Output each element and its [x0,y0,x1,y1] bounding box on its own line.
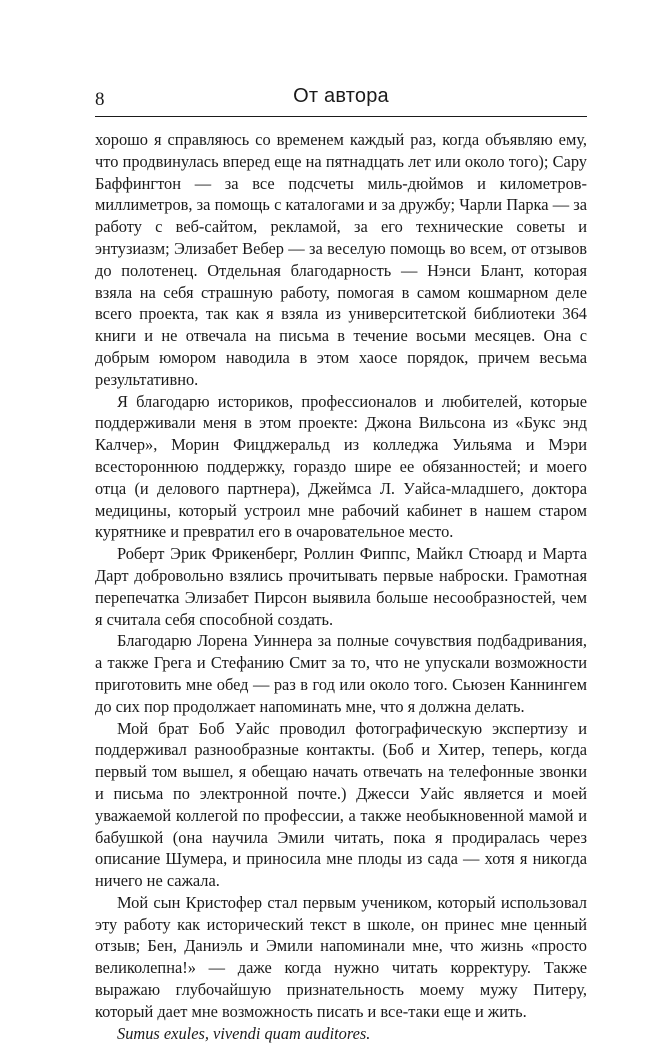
body-text [95,129,587,1044]
paragraph: Мой сын Кристофер стал первым учеником, который использовал эту работу как исторический текст в школе, он принес мне ценный отзыв; Бен, Даниэль и Эмили напоминали мне, что жизнь «просто великолепна!» — даже когда нужно читать корректуру. Также выражаю глубочайшую признательность моему мужу Питеру, который дает мне возможность писать и все-таки еще и жить. [95,892,587,1021]
paragraph: Роберт Эрик Фрикенберг, Роллин Фиппс, Майкл Стюард и Марта Дарт добровольно взялись прочитывать первые наброски. Грамотная перепечатка Элизабет Пирсон выявила больше несообразностей, чем я считала себя способной создать. [95,544,587,629]
paragraph: Благодарю Лорена Уиннера за полные сочувствия подбадривания, а также Грега и Стефанию Смит за то, что не упускали возможности приготовить мне обед — раз в год или около того. Сьюзен Каннингем до сих пор продолжает напоминать мне, что я должна делать. [95,631,587,716]
paragraph: хорошо я справляюсь со временем каждый раз, когда объявляю ему, что продвинулась вперед еще на пятнадцать лет или около того); Сару Баффингтон — за все подсчеты миль-дюймов и километров-миллиметров, за помощь с каталогами и за дружбу; Чарли Парка — за работу с веб-сайтом, рекламой, за его технические советы и энтузиазм; Элизабет Вебер — за веселую помощь во всем, от отзывов до полотенец. Отдельная благодарность — Нэнси Блант, которая взяла на себя страшную работу, помогая в самом кошмарном деле всего проекта, так как я взяла из университетской библиотеки 364 книги и не отвечала на письма в течение восьми месяцев. Она с добрым юмором наводила в этом хаосе порядок, причем весьма результативно. [95,130,587,389]
page-header [95,86,587,116]
page-number: 8 [95,89,105,110]
latin-motto: Sumus exules, vivendi quam auditores. [117,1023,371,1043]
paragraph: Мой брат Боб Уайс проводил фотографическую экспертизу и поддерживал разнообразные контакты. (Боб и Хитер, теперь, когда первый том вышел, я обещаю начать отвечать на телефонные звонки и письма по электронной почте.) Джесси Уайс является и моей уважаемой коллегой по профессии, а также необыкновенной мамой и бабушкой (она научила Эмили читать, пока я продиралась через описание Шумера, и приносила мне плоды из сада — хотя я никогда ничего не сажала. [95,718,587,891]
paragraph: Я благодарю историков, профессионалов и любителей, которые поддерживали меня в этом проекте: Джона Вильсона из «Букс энд Калчер», Морин Фицджеральд из колледжа Уильяма и Мэри всестороннюю поддержку, гораздо шире ее обязанностей; и моего отца (и делового партнера), Джеймса Л. Уайса-младшего, доктора медицины, который устроил мне рабочий кабинет в нашем старом курятнике и превратил его в очаровательное место. [95,391,587,542]
header-divider [95,116,587,117]
running-title: От автора [293,85,389,107]
